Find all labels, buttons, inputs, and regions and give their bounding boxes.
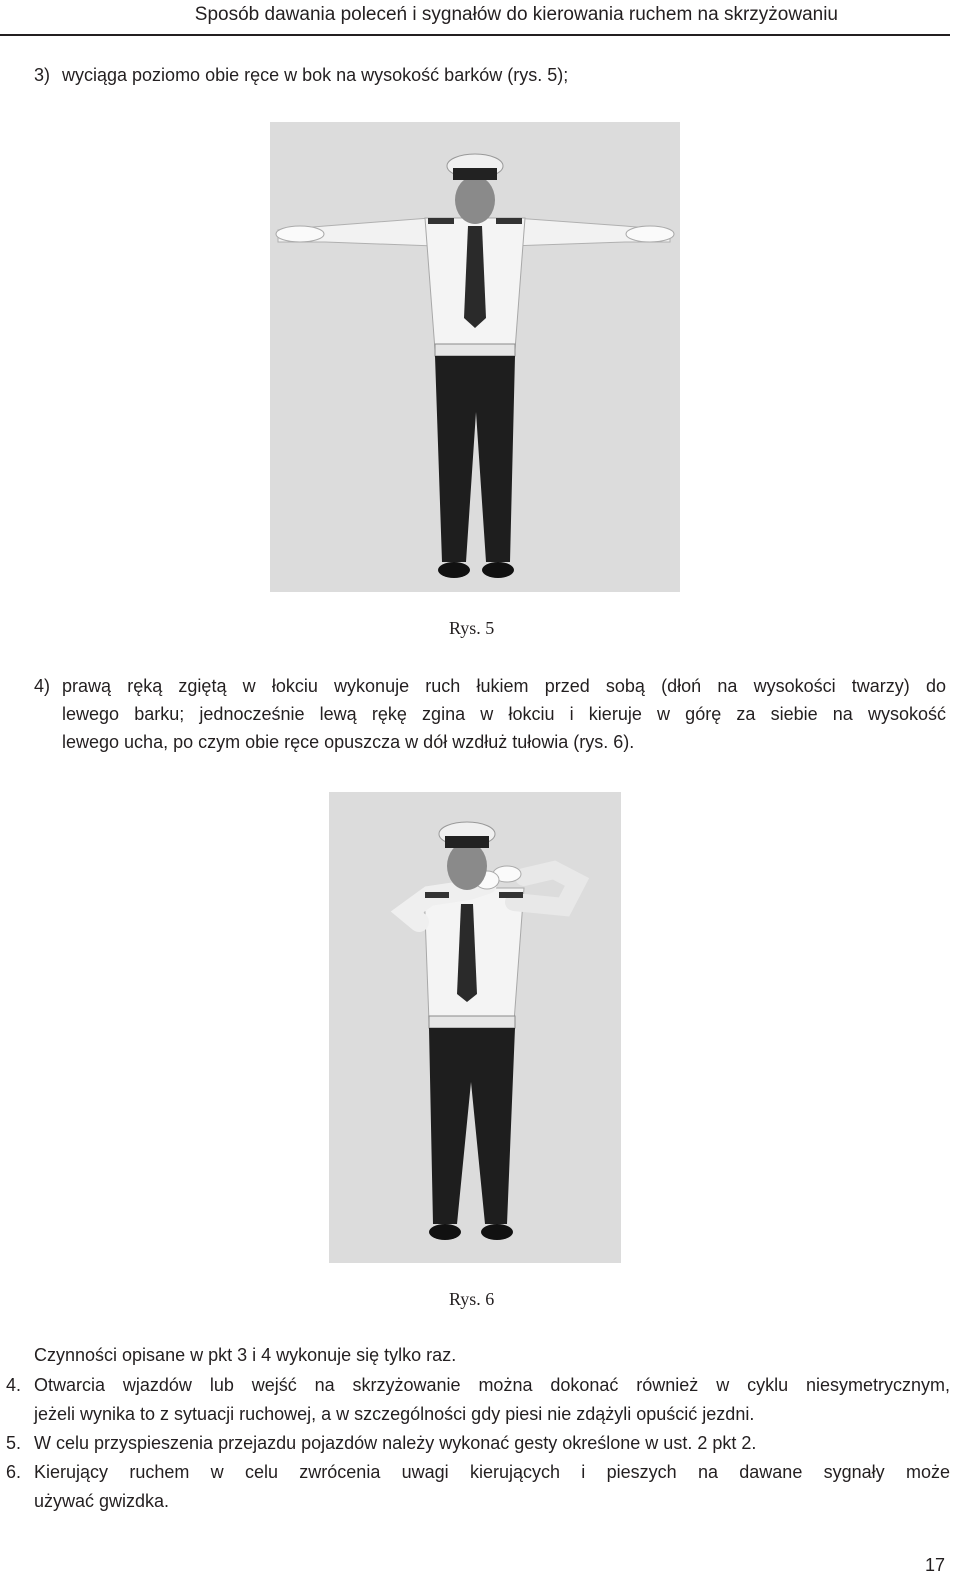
list-item-text: wyciąga poziomo obie ręce w bok na wysokość barków (rys. 5); [62, 65, 569, 85]
running-header [0, 0, 950, 36]
point-line: W celu przyspieszenia przejazdu pojazdów należy wykonać gesty określone w ust. 2 pkt 2. [34, 1433, 757, 1453]
note-text: Czynności opisane w pkt 3 i 4 wykonuje się tylko raz. [34, 1345, 457, 1365]
list-item-number: 4) [34, 676, 51, 696]
officer-arms-extended-image [270, 122, 680, 592]
list-item-number: 3) [34, 65, 51, 85]
numbered-points [6, 1371, 951, 1521]
point-number: 5. [6, 1433, 22, 1453]
list-item-line: lewego ucha, po czym obie ręce opuszcza w dół wzdłuż tułowia (rys. 6). [62, 732, 635, 752]
header-title: Sposób dawania poleceń i sygnałów do kierowania ruchem na skrzyżowaniu [194, 4, 838, 25]
point-line: Kierujący ruchem w celu zwrócenia uwagi kierujących i pieszych na dawane sygnały może [34, 1462, 950, 1482]
point-line: używać gwizdka. [34, 1491, 170, 1511]
point-line: jeżeli wynika to z sytuacji ruchowej, a w szczególności gdy piesi nie zdążyli opuścić jezdni. [34, 1404, 755, 1424]
list-item-4 [34, 672, 946, 762]
page-number: 17 [925, 1555, 946, 1575]
list-item-line: lewego barku; jednocześnie lewą rękę zgina w łokciu i kieruje w górę za siebie na wysokość [62, 704, 946, 724]
point-number: 4. [6, 1375, 22, 1395]
point-number: 6. [6, 1462, 22, 1482]
figure-5-caption: Rys. 5 [449, 618, 495, 638]
figure-6-photo [329, 792, 621, 1263]
point-line: Otwarcia wjazdów lub wejść na skrzyżowanie można dokonać również w cyklu niesymetrycznym, [34, 1375, 950, 1395]
officer-arm-gesture-image [329, 792, 621, 1263]
list-item-line: prawą ręką zgiętą w łokciu wykonuje ruch łukiem przed sobą (dłoń na wysokości twarzy) do [62, 676, 946, 696]
figure-6-caption: Rys. 6 [449, 1289, 495, 1309]
figure-5-photo [270, 122, 680, 592]
